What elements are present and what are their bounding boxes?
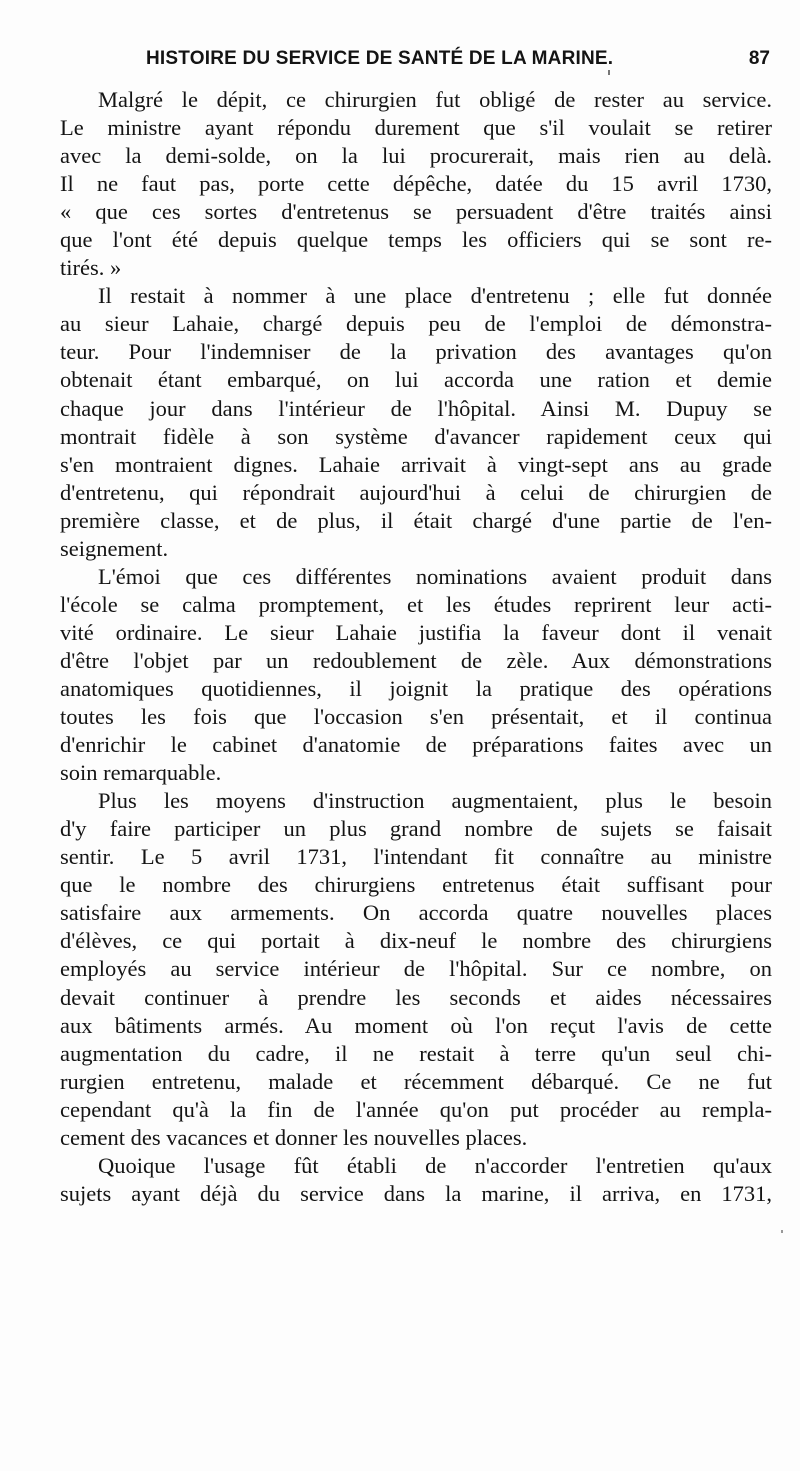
text-line: Il restait à nommer à une place d'entretenu ; elle fut donnée (98, 283, 772, 309)
text-line: que le nombre des chirurgiens entretenus était suffisant pour (60, 872, 772, 898)
text-line: sujets ayant déjà du service dans la marine, il arriva, en 1731, (60, 1180, 772, 1206)
text-line: sentir. Le 5 avril 1731, l'intendant fit connaître au ministre (60, 844, 772, 870)
text-line: rurgien entretenu, malade et récemment débarqué. Ce ne fut (60, 1068, 772, 1094)
text-line: première classe, et de plus, il était chargé d'une partie de l'en- (60, 507, 772, 533)
text-line: toutes les fois que l'occasion s'en présentait, et il continua (60, 704, 772, 730)
text-line: teur. Pour l'indemniser de la privation des avantages qu'on (60, 339, 772, 365)
text-line: Le ministre ayant répondu durement que s'il voulait se retirer (60, 115, 772, 141)
text-line: cependant qu'à la fin de l'année qu'on put procéder au rempla- (60, 1096, 772, 1122)
text-line: Il ne faut pas, porte cette dépêche, datée du 15 avril 1730, (60, 171, 772, 197)
text-line: d'élèves, ce qui portait à dix-neuf le nombre des chirurgiens (60, 928, 772, 954)
text-line: Plus les moyens d'instruction augmentaient, plus le besoin (98, 788, 772, 814)
text-line: montrait fidèle à son système d'avancer rapidement ceux qui (60, 423, 772, 449)
text-line: Quoique l'usage fût établi de n'accorder l'entretien qu'aux (98, 1152, 772, 1178)
text-line: aux bâtiments armés. Au moment où l'on reçut l'avis de cette (60, 1012, 772, 1038)
running-title: HISTOIRE DU SERVICE DE SANTÉ DE LA MARINE. (146, 48, 614, 69)
text-line: satisfaire aux armements. On accorda quatre nouvelles places (60, 900, 772, 926)
text-line: anatomiques quotidiennes, il joignit la pratique des opérations (60, 675, 772, 701)
text-line: « que ces sortes d'entretenus se persuadent d'être traités ainsi (60, 199, 772, 225)
text-line: tirés. » (60, 255, 122, 281)
text-line: avec la demi-solde, on la lui procurerait, mais rien au delà. (60, 143, 772, 169)
print-speck (781, 1230, 783, 1233)
text-line: obtenait étant embarqué, on lui accorda une ration et demie (60, 367, 772, 393)
text-line: Malgré le dépit, ce chirurgien fut obligé de rester au service. (98, 87, 772, 112)
text-line: seignement. (60, 535, 169, 561)
text-line: d'être l'objet par un redoublement de zèle. Aux démonstrations (60, 647, 772, 673)
text-line: cement des vacances et donner les nouvelles places. (60, 1124, 528, 1150)
text-line: l'école se calma promptement, et les études reprirent leur acti- (60, 591, 772, 617)
text-line: d'enrichir le cabinet d'anatomie de préparations faites avec un (60, 732, 772, 758)
text-line: au sieur Lahaie, chargé depuis peu de l'emploi de démonstra- (60, 311, 772, 337)
text-line: L'émoi que ces différentes nominations avaient produit dans (98, 563, 772, 589)
body-text (60, 86, 772, 1208)
text-line: d'entretenu, qui répondrait aujourd'hui à celui de chirurgien de (60, 479, 772, 505)
text-line: soin remarquable. (60, 760, 222, 786)
text-line: devait continuer à prendre les seconds et aides nécessaires (60, 984, 772, 1010)
running-head (60, 44, 770, 74)
text-line: employés au service intérieur de l'hôpital. Sur ce nombre, on (60, 956, 772, 982)
text-line: chaque jour dans l'intérieur de l'hôpital. Ainsi M. Dupuy se (60, 395, 772, 421)
text-line: augmentation du cadre, il ne restait à terre qu'un seul chi- (60, 1040, 772, 1066)
text-line: que l'ont été depuis quelque temps les officiers qui se sont re- (60, 227, 772, 253)
text-line: vité ordinaire. Le sieur Lahaie justifia la faveur dont il venait (60, 619, 772, 645)
text-line: s'en montraient dignes. Lahaie arrivait à vingt-sept ans au grade (60, 451, 772, 477)
page-number: 87 (748, 48, 770, 69)
print-speck (608, 70, 610, 75)
text-line: d'y faire participer un plus grand nombre de sujets se faisait (60, 816, 772, 842)
